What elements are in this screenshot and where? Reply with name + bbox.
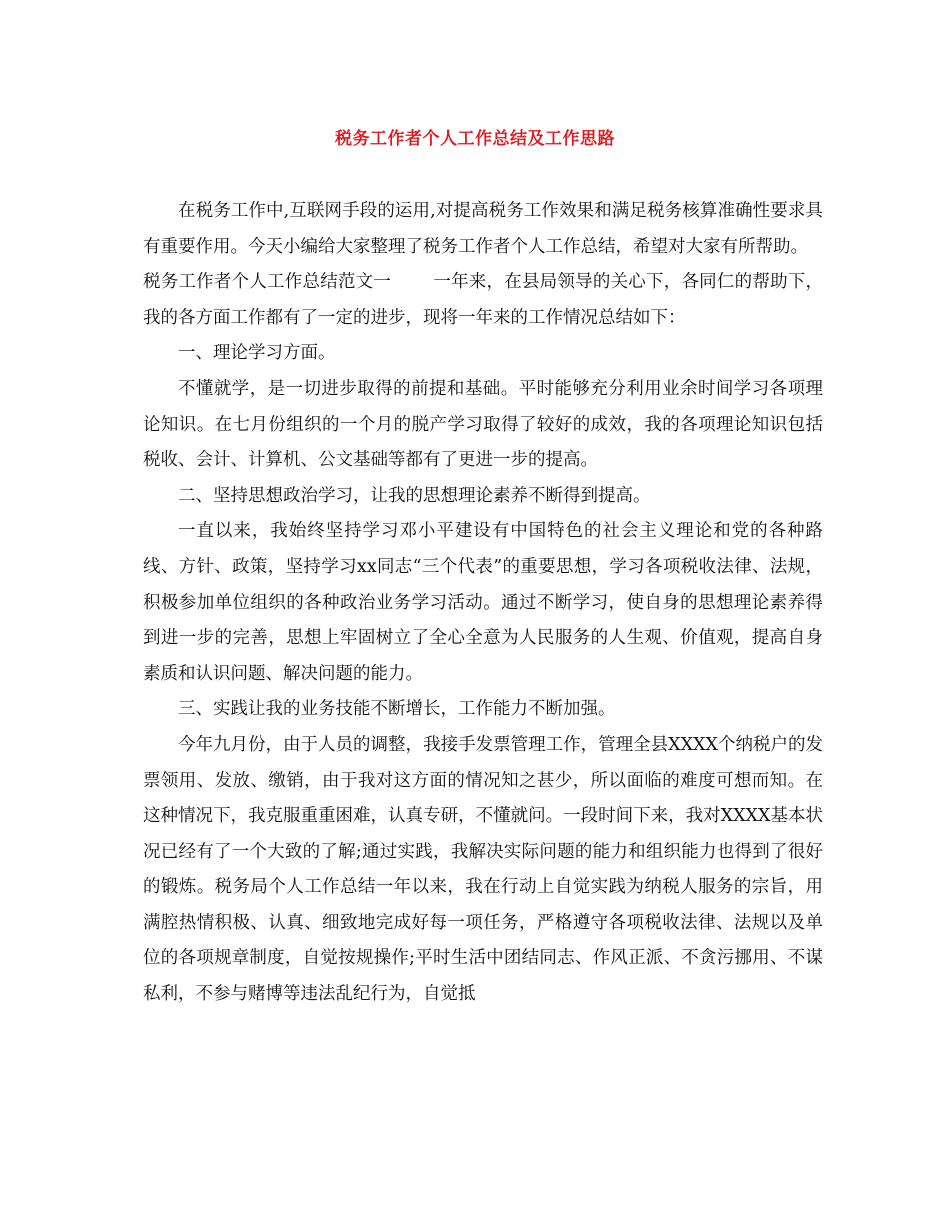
section-2-paragraph: 一直以来，我始终坚持学习邓小平建设有中国特色的社会主义理论和党的各种路线、方针、政策，坚持学习xx同志“三个代表”的重要思想，学习各项税收法律、法规，积极参加单位组织的各种政治业务学习活动。通过不断学习，使自身的思想理论素养得到进一步的完善，思想上牢固树立了全心全意为人民服务的人生观、价值观，提高自身素质和认识问题、解决问题的能力。 (143, 521, 823, 684)
document-body (143, 194, 823, 1013)
section-1-paragraph: 不懂就学，是一切进步取得的前提和基础。平时能够充分利用业余时间学习各项理论知识。在七月份组织的一个月的脱产学习取得了较好的成效，我的各项理论知识包括税收、会计、计算机、公文基础等都有了更进一步的提高。 (143, 378, 823, 471)
sample-intro: 一年来，在县局领导的关心下，各同仁的帮助下，我的各方面工作都有了一定的进步，现将一年来的工作情况总结如下： (143, 272, 824, 328)
section-3-heading: 三、实践让我的业务技能不断增长，工作能力不断加强。 (178, 699, 616, 720)
section-3-paragraph: 今年九月份，由于人员的调整，我接手发票管理工作，管理全县XXXX个纳税户的发票领用、发放、缴销，由于我对这方面的情况知之甚少，所以面临的难度可想而知。在这种情况下，我克服重重困难，认真专研，不懂就问。一段时间下来，我对XXXX基本状况已经有了一个大致的了解;通过实践，我解决实际问题的能力和组织能力也得到了很好的锻炼。税务局个人工作总结一年以来，我在行动上自觉实践为纳税人服务的宗旨，用满腔热情积极、认真、细致地完成好每一项任务，严格遵守各项税收法律、法规以及单位的各项规章制度，自觉按规操作;平时生活中团结同志、作风正派、不贪污挪用、不谋私利，不参与赌博等违法乱纪行为，自觉抵 (143, 734, 823, 1005)
sample-heading: 税务工作者个人工作总结范文一 (143, 272, 392, 293)
section-2-heading: 二、坚持思想政治学习，让我的思想理论素养不断得到提高。 (178, 485, 651, 506)
intro-paragraph: 在税务工作中,互联网手段的运用,对提高税务工作效果和满足税务核算准确性要求具有重要作用。今天小编给大家整理了税务工作者个人工作总结，希望对大家有所帮助。 (143, 201, 823, 257)
sample-paragraph (143, 265, 823, 336)
document-title: 税务工作者个人工作总结及工作思路 (335, 129, 615, 149)
section-1-heading: 一、理论学习方面。 (178, 343, 336, 364)
